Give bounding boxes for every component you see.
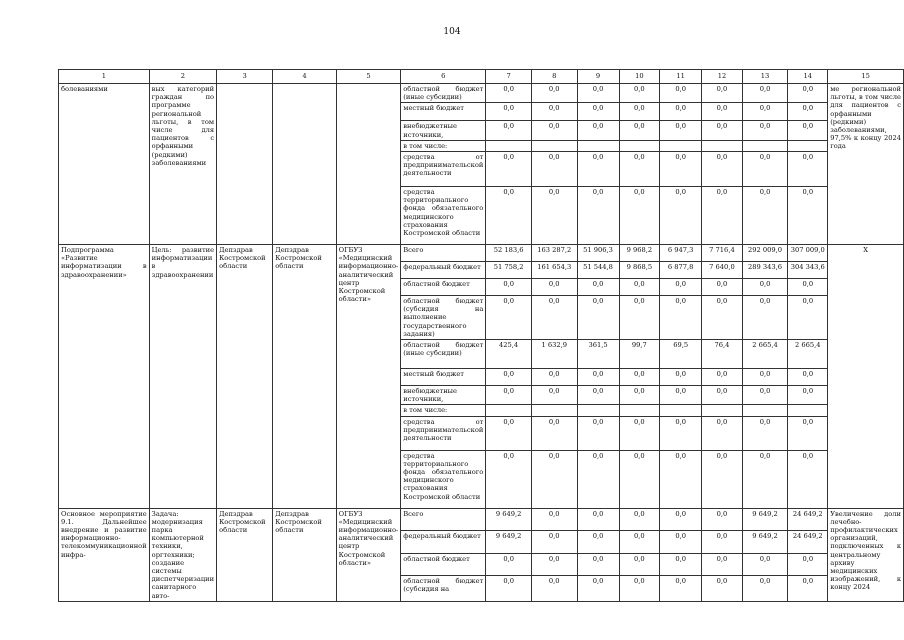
amount-cell: 0,0 xyxy=(619,296,660,340)
amount-cell: 0,0 xyxy=(702,531,743,554)
amount-cell: 0,0 xyxy=(577,553,619,576)
amount-cell: 425,4 xyxy=(486,340,532,369)
amount-cell: 0,0 xyxy=(742,416,788,450)
amount-cell: 0,0 xyxy=(660,84,702,103)
amount-cell: 0,0 xyxy=(486,84,532,103)
block1-c1-cell: болеваниями xyxy=(59,84,150,245)
amount-cell: 0,0 xyxy=(660,531,702,554)
amount-cell: 0,0 xyxy=(577,103,619,121)
amount-cell: 0,0 xyxy=(619,508,660,531)
funding-source-label: в том числе: xyxy=(401,405,486,416)
amount-cell: 0,0 xyxy=(660,103,702,121)
amount-cell: 0,0 xyxy=(486,369,532,386)
amount-cell: 2 665,4 xyxy=(788,340,828,369)
amount-cell: 1 632,9 xyxy=(531,340,577,369)
amount-cell: 0,0 xyxy=(577,369,619,386)
amount-cell: 52 183,6 xyxy=(486,245,532,262)
funding-source-label: областной бюджет (иные субсидии) xyxy=(401,84,486,103)
amount-cell xyxy=(702,140,743,151)
funding-source-label: федеральный бюджет xyxy=(401,262,486,279)
funding-source-label: областной бюджет (субсидия на xyxy=(401,576,486,602)
amount-cell: 0,0 xyxy=(660,508,702,531)
amount-cell: 2 665,4 xyxy=(742,340,788,369)
amount-cell: 9 649,2 xyxy=(486,531,532,554)
amount-cell: 0,0 xyxy=(702,152,743,187)
amount-cell xyxy=(531,405,577,416)
amount-cell: 0,0 xyxy=(531,369,577,386)
amount-cell: 0,0 xyxy=(660,386,702,405)
table-row xyxy=(59,508,904,531)
amount-cell: 0,0 xyxy=(742,576,788,602)
block2-c5-cell: ОГБУЗ «Медицинский информационно-аналитический центр Костромской области» xyxy=(336,245,401,509)
amount-cell: 0,0 xyxy=(660,576,702,602)
amount-cell: 0,0 xyxy=(486,152,532,187)
amount-cell: 0,0 xyxy=(660,369,702,386)
amount-cell xyxy=(660,405,702,416)
amount-cell: 0,0 xyxy=(742,84,788,103)
block2-c3-cell: Депздрав Костромской области xyxy=(217,245,273,509)
table-row xyxy=(59,84,904,103)
amount-cell: 76,4 xyxy=(702,340,743,369)
header-cell: 7 xyxy=(486,70,532,84)
amount-cell: 24 649,2 xyxy=(788,508,828,531)
funding-source-label: местный бюджет xyxy=(401,369,486,386)
amount-cell xyxy=(619,140,660,151)
amount-cell: 0,0 xyxy=(788,553,828,576)
amount-cell: 0,0 xyxy=(742,296,788,340)
funding-source-label: Всего xyxy=(401,245,486,262)
block3-c4-cell: Депздрав Костромской области xyxy=(273,508,336,601)
funding-source-label: Всего xyxy=(401,508,486,531)
amount-cell: 0,0 xyxy=(577,531,619,554)
amount-cell: 0,0 xyxy=(660,450,702,508)
header-cell: 8 xyxy=(531,70,577,84)
amount-cell: 0,0 xyxy=(702,296,743,340)
amount-cell xyxy=(486,140,532,151)
block2-c4-cell: Депздрав Костромской области xyxy=(273,245,336,509)
amount-cell: 0,0 xyxy=(531,84,577,103)
amount-cell: 304 343,6 xyxy=(788,262,828,279)
block3-c2-cell: Задача: модернизация парка компьютерной техники, оргтехники; создание системы диспетчеризации санитарного авто- xyxy=(149,508,216,601)
header-cell: 2 xyxy=(149,70,216,84)
amount-cell: 0,0 xyxy=(702,121,743,140)
amount-cell: 0,0 xyxy=(531,416,577,450)
block3-c1-cell: Основное мероприятие 9.1. Дальнейшее внедрение и развитие информационно-телекоммуникационной инфра- xyxy=(59,508,150,601)
block1-c5-cell xyxy=(336,84,401,245)
header-cell: 9 xyxy=(577,70,619,84)
budget-table xyxy=(58,69,904,602)
amount-cell: 0,0 xyxy=(702,508,743,531)
header-cell: 4 xyxy=(273,70,336,84)
amount-cell: 69,5 xyxy=(660,340,702,369)
amount-cell xyxy=(619,405,660,416)
amount-cell: 0,0 xyxy=(788,296,828,340)
block1-result-cell: ме региональной льготы, в том числе для пациентов с орфанными (редкими) заболеваниями, 97,5% к концу 2024 года xyxy=(828,84,904,245)
amount-cell: 292 009,0 xyxy=(742,245,788,262)
block1-c3-cell xyxy=(217,84,273,245)
amount-cell: 0,0 xyxy=(486,187,532,245)
funding-source-label: местный бюджет xyxy=(401,103,486,121)
amount-cell xyxy=(742,140,788,151)
amount-cell: 0,0 xyxy=(577,450,619,508)
funding-source-label: внебюджетные источники, xyxy=(401,121,486,140)
amount-cell: 0,0 xyxy=(660,296,702,340)
header-cell: 11 xyxy=(660,70,702,84)
funding-source-label: областной бюджет (субсидия на выполнение государственного задания) xyxy=(401,296,486,340)
amount-cell: 0,0 xyxy=(702,386,743,405)
amount-cell: 0,0 xyxy=(742,450,788,508)
header-cell: 14 xyxy=(788,70,828,84)
amount-cell: 0,0 xyxy=(742,121,788,140)
header-cell: 5 xyxy=(336,70,401,84)
block1-c4-cell xyxy=(273,84,336,245)
amount-cell: 0,0 xyxy=(531,121,577,140)
amount-cell: 0,0 xyxy=(531,386,577,405)
amount-cell: 307 009,0 xyxy=(788,245,828,262)
block1-c2-cell: вых категорий граждан по программе региональной льготы, в том числе для пациентов с орфанными (редкими) заболеваниями xyxy=(149,84,216,245)
amount-cell: 0,0 xyxy=(619,84,660,103)
amount-cell: 0,0 xyxy=(619,187,660,245)
amount-cell: 0,0 xyxy=(531,553,577,576)
amount-cell: 24 649,2 xyxy=(788,531,828,554)
amount-cell: 0,0 xyxy=(788,152,828,187)
funding-source-label: в том числе: xyxy=(401,140,486,151)
amount-cell: 9 649,2 xyxy=(742,508,788,531)
amount-cell: 0,0 xyxy=(486,121,532,140)
funding-source-label: федеральный бюджет xyxy=(401,531,486,554)
funding-source-label: областной бюджет xyxy=(401,553,486,576)
block2-c1-cell: Подпрограмма «Развитие информатизации в здравоохранении» xyxy=(59,245,150,509)
amount-cell: 9 968,2 xyxy=(619,245,660,262)
amount-cell: 7 640,0 xyxy=(702,262,743,279)
funding-source-label: областной бюджет (иные субсидии) xyxy=(401,340,486,369)
amount-cell: 0,0 xyxy=(788,386,828,405)
block3-result-cell: Увеличение доли лечебно-профилактических организаций, подключенных к центральному архиву медицинских изображений, к концу 2024 xyxy=(828,508,904,601)
amount-cell xyxy=(660,140,702,151)
funding-source-label: средства территориального фонда обязательного медицинского страхования Костромской области xyxy=(401,450,486,508)
amount-cell xyxy=(531,140,577,151)
block3-c5-cell: ОГБУЗ «Медицинский информационно-аналитический центр Костромской области» xyxy=(336,508,401,601)
amount-cell: 0,0 xyxy=(531,187,577,245)
amount-cell: 0,0 xyxy=(702,103,743,121)
amount-cell: 0,0 xyxy=(531,103,577,121)
amount-cell: 0,0 xyxy=(619,279,660,296)
amount-cell: 0,0 xyxy=(702,553,743,576)
funding-source-label: средства от предпринимательской деятельности xyxy=(401,152,486,187)
amount-cell: 99,7 xyxy=(619,340,660,369)
amount-cell: 0,0 xyxy=(486,279,532,296)
amount-cell: 0,0 xyxy=(486,576,532,602)
block2-result-cell: X xyxy=(828,245,904,509)
amount-cell: 6 947,3 xyxy=(660,245,702,262)
amount-cell: 0,0 xyxy=(660,553,702,576)
amount-cell: 0,0 xyxy=(702,450,743,508)
amount-cell: 289 343,6 xyxy=(742,262,788,279)
amount-cell xyxy=(788,405,828,416)
amount-cell: 0,0 xyxy=(660,121,702,140)
amount-cell: 0,0 xyxy=(619,416,660,450)
amount-cell: 0,0 xyxy=(577,296,619,340)
amount-cell: 163 287,2 xyxy=(531,245,577,262)
header-cell: 13 xyxy=(742,70,788,84)
amount-cell: 0,0 xyxy=(486,416,532,450)
funding-source-label: областной бюджет xyxy=(401,279,486,296)
funding-source-label: средства территориального фонда обязательного медицинского страхования Костромской области xyxy=(401,187,486,245)
amount-cell: 0,0 xyxy=(660,152,702,187)
amount-cell: 0,0 xyxy=(531,508,577,531)
amount-cell: 9 649,2 xyxy=(486,508,532,531)
amount-cell: 361,5 xyxy=(577,340,619,369)
amount-cell: 0,0 xyxy=(577,84,619,103)
page-number: 104 xyxy=(443,27,461,37)
amount-cell: 0,0 xyxy=(788,84,828,103)
amount-cell: 0,0 xyxy=(619,553,660,576)
amount-cell: 0,0 xyxy=(702,84,743,103)
amount-cell: 6 877,8 xyxy=(660,262,702,279)
amount-cell: 0,0 xyxy=(577,187,619,245)
amount-cell: 0,0 xyxy=(788,279,828,296)
amount-cell: 0,0 xyxy=(531,531,577,554)
header-cell: 10 xyxy=(619,70,660,84)
amount-cell: 0,0 xyxy=(660,187,702,245)
header-cell: 6 xyxy=(401,70,486,84)
amount-cell: 51 906,3 xyxy=(577,245,619,262)
amount-cell: 0,0 xyxy=(531,296,577,340)
amount-cell: 0,0 xyxy=(486,296,532,340)
amount-cell: 0,0 xyxy=(619,450,660,508)
amount-cell: 0,0 xyxy=(702,576,743,602)
amount-cell: 0,0 xyxy=(742,187,788,245)
amount-cell: 0,0 xyxy=(660,416,702,450)
amount-cell: 0,0 xyxy=(702,279,743,296)
amount-cell: 0,0 xyxy=(702,187,743,245)
amount-cell: 0,0 xyxy=(702,369,743,386)
amount-cell: 0,0 xyxy=(619,121,660,140)
amount-cell: 0,0 xyxy=(486,450,532,508)
amount-cell: 0,0 xyxy=(577,416,619,450)
amount-cell xyxy=(742,405,788,416)
header-row xyxy=(59,70,904,84)
amount-cell: 0,0 xyxy=(577,508,619,531)
amount-cell: 0,0 xyxy=(619,386,660,405)
amount-cell: 0,0 xyxy=(619,152,660,187)
block3-c3-cell: Депздрав Костромской области xyxy=(217,508,273,601)
table-row xyxy=(59,245,904,262)
amount-cell: 0,0 xyxy=(788,187,828,245)
amount-cell: 0,0 xyxy=(788,121,828,140)
header-cell: 12 xyxy=(702,70,743,84)
header-cell: 3 xyxy=(217,70,273,84)
amount-cell: 0,0 xyxy=(531,279,577,296)
amount-cell: 0,0 xyxy=(742,369,788,386)
amount-cell: 7 716,4 xyxy=(702,245,743,262)
amount-cell: 0,0 xyxy=(742,386,788,405)
header-cell: 15 xyxy=(828,70,904,84)
amount-cell: 161 654,3 xyxy=(531,262,577,279)
amount-cell: 0,0 xyxy=(788,369,828,386)
amount-cell: 0,0 xyxy=(788,576,828,602)
amount-cell: 0,0 xyxy=(577,152,619,187)
amount-cell: 0,0 xyxy=(742,152,788,187)
amount-cell: 0,0 xyxy=(619,576,660,602)
amount-cell xyxy=(486,405,532,416)
amount-cell: 0,0 xyxy=(577,121,619,140)
amount-cell: 51 544,8 xyxy=(577,262,619,279)
amount-cell xyxy=(577,405,619,416)
amount-cell xyxy=(577,140,619,151)
header-cell: 1 xyxy=(59,70,150,84)
amount-cell: 0,0 xyxy=(788,103,828,121)
amount-cell: 0,0 xyxy=(788,450,828,508)
amount-cell: 0,0 xyxy=(619,369,660,386)
block2-c2-cell: Цель: развитие информатизации в здравоохранении xyxy=(149,245,216,509)
amount-cell: 0,0 xyxy=(742,279,788,296)
amount-cell: 0,0 xyxy=(577,576,619,602)
amount-cell: 9 649,2 xyxy=(742,531,788,554)
funding-source-label: внебюджетные источники, xyxy=(401,386,486,405)
amount-cell xyxy=(702,405,743,416)
amount-cell: 0,0 xyxy=(486,103,532,121)
amount-cell: 0,0 xyxy=(742,103,788,121)
amount-cell: 0,0 xyxy=(531,450,577,508)
amount-cell: 0,0 xyxy=(531,576,577,602)
amount-cell: 0,0 xyxy=(486,386,532,405)
amount-cell: 51 758,2 xyxy=(486,262,532,279)
amount-cell: 0,0 xyxy=(531,152,577,187)
amount-cell: 0,0 xyxy=(619,103,660,121)
amount-cell: 0,0 xyxy=(742,553,788,576)
amount-cell: 0,0 xyxy=(788,416,828,450)
amount-cell: 0,0 xyxy=(619,531,660,554)
amount-cell: 0,0 xyxy=(486,553,532,576)
amount-cell: 0,0 xyxy=(660,279,702,296)
amount-cell xyxy=(788,140,828,151)
amount-cell: 0,0 xyxy=(577,279,619,296)
amount-cell: 0,0 xyxy=(702,416,743,450)
funding-source-label: средства от предпринимательской деятельности xyxy=(401,416,486,450)
amount-cell: 9 868,5 xyxy=(619,262,660,279)
amount-cell: 0,0 xyxy=(577,386,619,405)
